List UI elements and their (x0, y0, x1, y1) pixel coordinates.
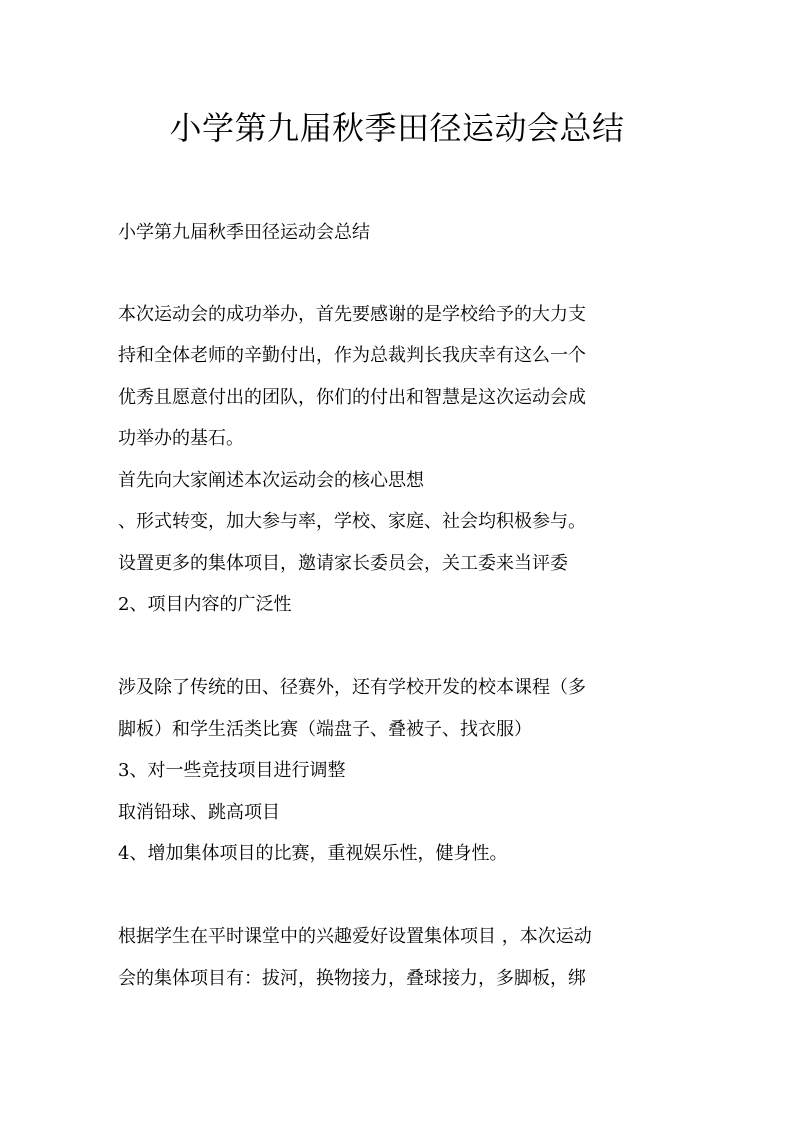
document-subtitle: 小学第九届秋季田径运动会总结 (118, 222, 370, 243)
paragraph-line: 3、对一些竞技项目进行调整 (118, 760, 346, 781)
paragraph-line: 会的集体项目有：拔河，换物接力，叠球接力，多脚板，绑 (118, 968, 586, 989)
paragraph-line: 本次运动会的成功举办，首先要感谢的是学校给予的大力支 (118, 304, 586, 325)
paragraph-line: 设置更多的集体项目，邀请家长委员会，关工委来当评委 (118, 553, 568, 574)
paragraph-line: 、形式转变，加大参与率，学校、家庭、社会均积极参与。 (118, 511, 586, 532)
paragraph-line: 首先向大家阐述本次运动会的核心思想 (118, 470, 424, 491)
paragraph-line: 根据学生在平时课堂中的兴趣爱好设置集体项目 ，本次运动 (118, 926, 592, 947)
paragraph-line: 2、项目内容的广泛性 (118, 594, 292, 615)
paragraph-line: 4、增加集体项目的比赛，重视娱乐性，健身性。 (118, 843, 508, 864)
paragraph-line: 持和全体老师的辛勤付出，作为总裁判长我庆幸有这么一个 (118, 345, 586, 366)
document-title: 小学第九届秋季田径运动会总结 (169, 109, 625, 147)
paragraph-line: 取消铅球、跳高项目 (118, 802, 280, 823)
paragraph-line: 涉及除了传统的田、径赛外，还有学校开发的校本课程（多 (118, 677, 586, 698)
paragraph-line: 脚板）和学生活类比赛（端盘子、叠被子、找衣服） (118, 719, 532, 740)
paragraph-line: 功举办的基石。 (118, 428, 244, 449)
paragraph-line: 优秀且愿意付出的团队，你们的付出和智慧是这次运动会成 (118, 387, 586, 408)
